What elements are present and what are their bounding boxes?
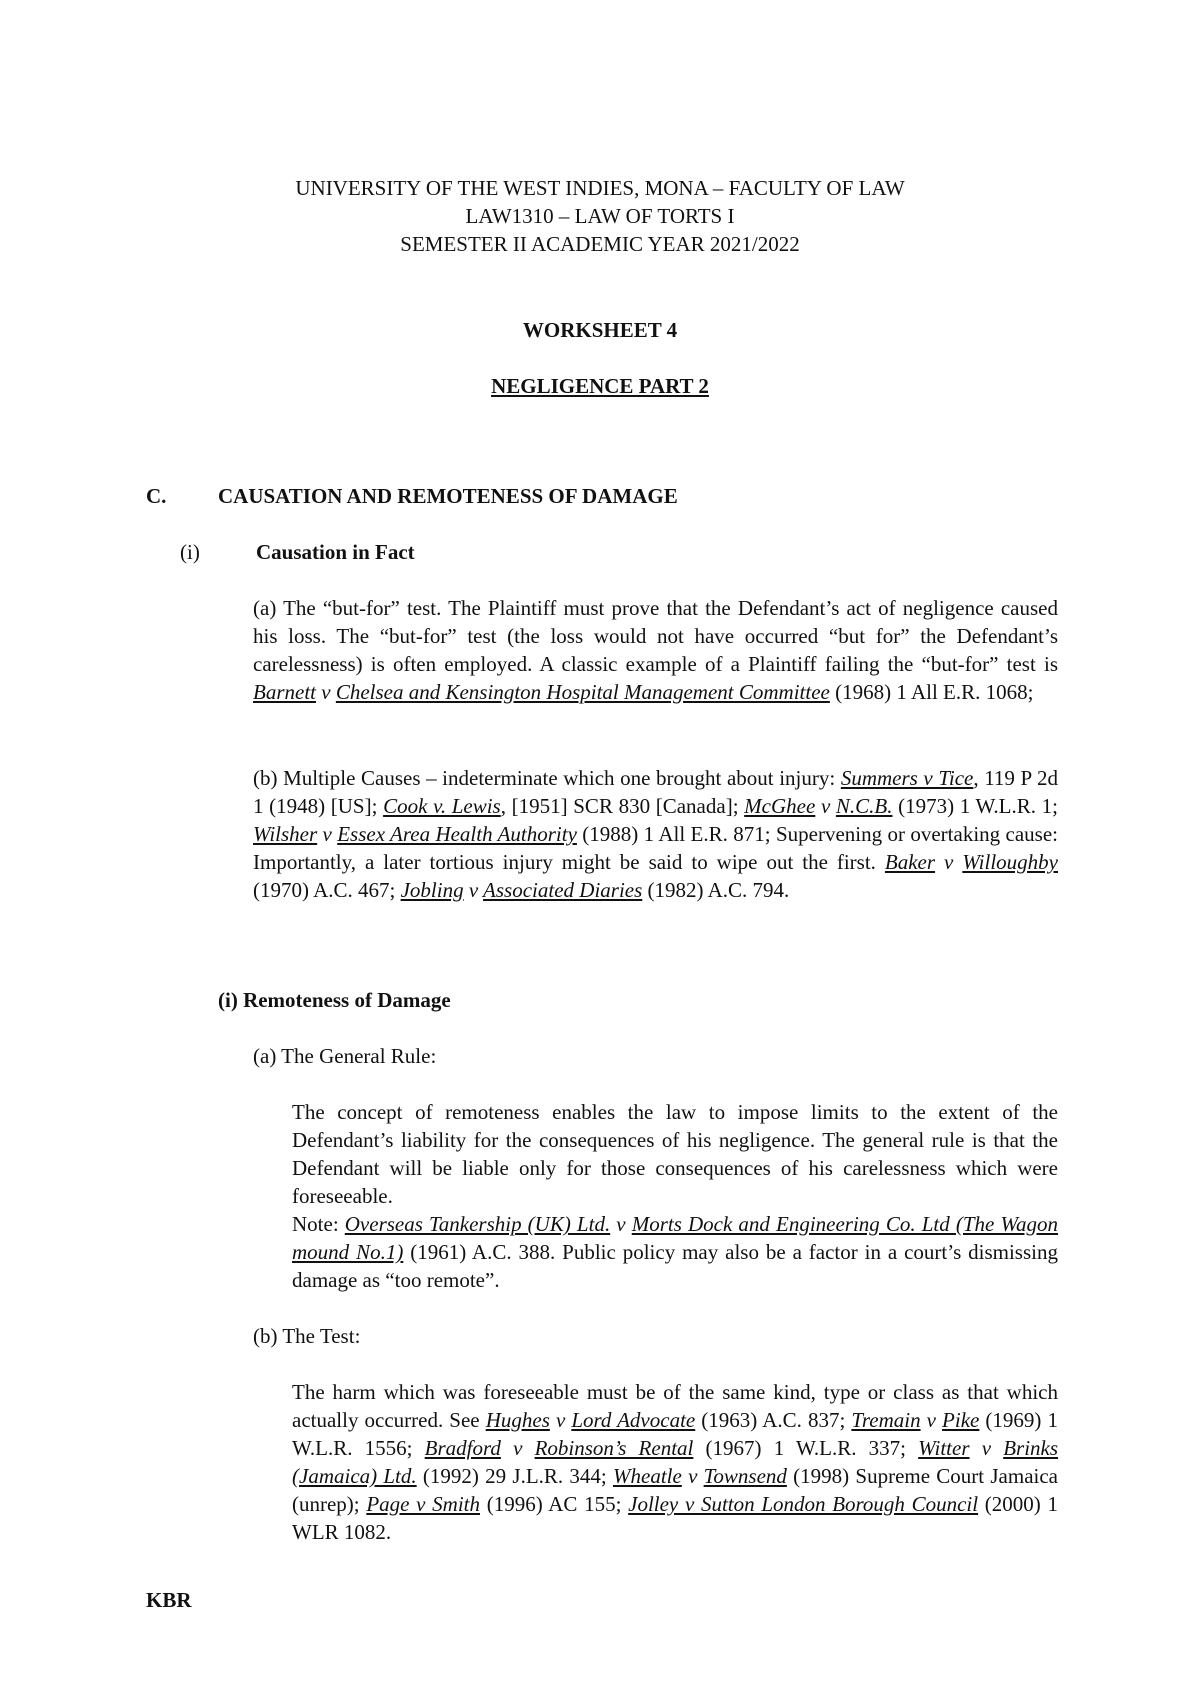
case-name: Pike: [942, 1408, 980, 1432]
text: (2000) 1 WLR 1082.: [292, 1492, 1058, 1544]
case-name: Lord Advocate: [571, 1408, 696, 1432]
section-title: CAUSATION AND REMOTENESS OF DAMAGE: [218, 484, 678, 508]
versus: v: [463, 878, 484, 902]
text: , 119 P 2d 1 (1948) [US];: [253, 766, 1058, 818]
text: (1963) A.C. 837;: [695, 1408, 852, 1432]
paragraph-multiple-causes: [253, 764, 1058, 904]
text: (1970) A.C. 467;: [253, 878, 401, 902]
text: The harm which was foreseeable must be of the same kind, type or class as that which actually occurred. See: [292, 1380, 1058, 1432]
case-name: Witter: [918, 1436, 970, 1460]
case-name: Willoughby: [962, 850, 1058, 874]
causation-number: (i): [180, 540, 200, 564]
case-name: Jobling: [400, 878, 464, 902]
case-name: Chelsea and Kensington Hospital Management Committee: [335, 680, 830, 704]
versus: v: [610, 1212, 632, 1236]
versus: v: [317, 822, 338, 846]
text: , [1951] SCR 830 [Canada];: [500, 794, 745, 818]
text: (1996) AC 155;: [480, 1492, 629, 1516]
versus: v: [500, 1436, 535, 1460]
case-name: Brinks (Jamaica) Ltd.: [292, 1436, 1059, 1488]
case-name: Essex Area Health Authority: [337, 822, 577, 846]
general-rule-label: (a) The General Rule:: [253, 1044, 437, 1068]
case-name: Tremain: [851, 1408, 921, 1432]
header-university: UNIVERSITY OF THE WEST INDIES, MONA – FACULTY OF LAW: [295, 176, 905, 200]
case-name: McGhee: [744, 794, 816, 818]
text: (1967) 1 W.L.R. 337;: [693, 1436, 919, 1460]
text: (1998) Supreme Court Jamaica (unrep);: [292, 1464, 1059, 1516]
worksheet-title: WORKSHEET 4: [522, 318, 678, 342]
case-name: Bradford: [424, 1436, 501, 1460]
text: (1973) 1 W.L.R. 1;: [892, 794, 1058, 818]
general-rule-text: The concept of remoteness enables the law to impose limits to the extent of the Defendant’s liability for the consequences of his negligence. The general rule is that the Defendant will be liable only for those consequences of his carelessness which were foreseeable.: [292, 1100, 1058, 1208]
text: (b) Multiple Causes – indeterminate which one brought about injury:: [253, 766, 841, 790]
case-name: Overseas Tankership (UK) Ltd.: [344, 1212, 611, 1236]
case-name: N.C.B.: [835, 794, 893, 818]
text: (1982) A.C. 794.: [642, 878, 790, 902]
versus: v: [815, 794, 836, 818]
case-name: Morts Dock and Engineering Co. Ltd (The Wagon mound No.1): [292, 1212, 1059, 1264]
note-label: Note:: [292, 1212, 345, 1236]
text: (1988) 1 All E.R. 871; Supervening or overtaking cause: Importantly, a later tortious injury might be said to wipe out the first.: [253, 822, 1058, 874]
case-name: Baker: [884, 850, 936, 874]
versus: v: [549, 1408, 572, 1432]
text: (1992) 29 J.L.R. 344;: [416, 1464, 613, 1488]
general-rule-note: [292, 1210, 1058, 1294]
case-name: Townsend: [703, 1464, 787, 1488]
header-semester: SEMESTER II ACADEMIC YEAR 2021/2022: [400, 232, 800, 256]
test-text: [292, 1378, 1058, 1546]
versus: v: [969, 1436, 1004, 1460]
case-name: Page v Smith: [366, 1492, 481, 1516]
test-label: (b) The Test:: [253, 1324, 361, 1348]
text: (1969) 1 W.L.R. 1556;: [292, 1408, 1058, 1460]
case-name: Wheatle: [613, 1464, 682, 1488]
versus: v: [316, 680, 336, 704]
case-name: Hughes: [485, 1408, 550, 1432]
case-name: Barnett: [253, 680, 316, 704]
section-letter: C.: [146, 484, 167, 508]
case-name: Cook v. Lewis: [383, 794, 501, 818]
text: (1968) 1 All E.R. 1068;: [829, 680, 1034, 704]
versus: v: [935, 850, 963, 874]
paragraph-but-for-test: [253, 594, 1058, 706]
part-title: NEGLIGENCE PART 2: [491, 374, 709, 398]
case-name: Robinson’s Rental: [534, 1436, 694, 1460]
remoteness-title: (i) Remoteness of Damage: [218, 988, 451, 1012]
versus: v: [920, 1408, 943, 1432]
footer-initials: KBR: [146, 1588, 192, 1612]
causation-title: Causation in Fact: [256, 540, 415, 564]
header-course: LAW1310 – LAW OF TORTS I: [465, 204, 735, 228]
case-name: Associated Diaries: [483, 878, 643, 902]
case-name: Summers v Tice: [840, 766, 974, 790]
text: (1961) A.C. 388. Public policy may also be a factor in a court’s dismissing damage as “too remote”.: [292, 1240, 1058, 1292]
text: (a) The “but-for” test. The Plaintiff must prove that the Defendant’s act of negligence caused his loss. The “but-for” test (the loss would not have occurred “but for” the Defendant’s carelessness) is often employed. A classic example of a Plaintiff failing the “but-for” test is: [253, 596, 1058, 676]
case-name: Wilsher: [253, 822, 318, 846]
versus: v: [681, 1464, 704, 1488]
case-name: Jolley v Sutton London Borough Council: [628, 1492, 979, 1516]
